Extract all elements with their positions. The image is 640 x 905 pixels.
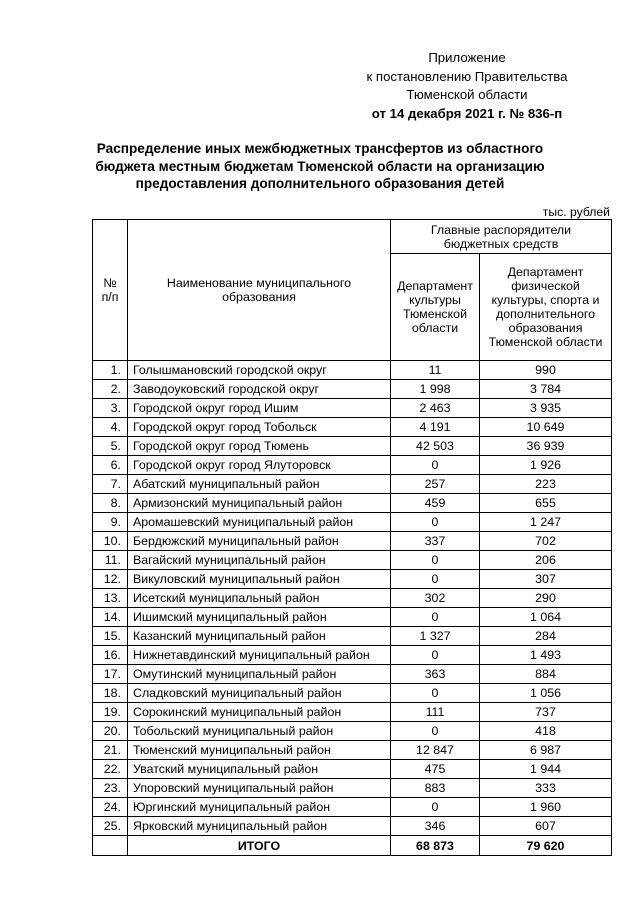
region-line: Тюменской области [406, 87, 528, 102]
table-row [93, 798, 612, 817]
culture-dept-value: 346 [391, 817, 480, 836]
culture-dept-value: 459 [391, 494, 480, 513]
row-number: 11. [93, 551, 128, 570]
sport-dept-value: 307 [480, 570, 612, 589]
row-number: 16. [93, 646, 128, 665]
row-number: 10. [93, 532, 128, 551]
municipality-name: Ишимский муниципальный район [128, 608, 391, 627]
total-label: ИТОГО [128, 836, 391, 856]
row-number: 19. [93, 703, 128, 722]
municipality-name: Исетский муниципальный район [128, 589, 391, 608]
row-number: 5. [93, 437, 128, 456]
culture-dept-value: 0 [391, 684, 480, 703]
culture-dept-value: 0 [391, 551, 480, 570]
municipality-name: Тюменский муниципальный район [128, 741, 391, 760]
table-row [93, 665, 612, 684]
culture-dept-value: 883 [391, 779, 480, 798]
municipality-name: Сорокинский муниципальный район [128, 703, 391, 722]
table-row [93, 608, 612, 627]
culture-dept-value: 363 [391, 665, 480, 684]
municipality-name: Омутинский муниципальный район [128, 665, 391, 684]
table-row [93, 551, 612, 570]
municipality-name: Юргинский муниципальный район [128, 798, 391, 817]
municipality-name: Тобольский муниципальный район [128, 722, 391, 741]
total-sport-value: 79 620 [480, 836, 612, 856]
decree-date-line: от 14 декабря 2021 г. № 836-п [371, 105, 563, 121]
page-title: Распределение иных межбюджетных трансфертов из областного бюджета местным бюджетам Тюменской области на организацию предоставления дополнительного образования детей [95, 141, 545, 191]
sport-dept-value: 284 [480, 627, 612, 646]
culture-dept-value: 0 [391, 722, 480, 741]
municipality-name: Сладковский муниципальный район [128, 684, 391, 703]
table-row [93, 741, 612, 760]
sport-dept-value: 1 064 [480, 608, 612, 627]
col-name-header: Наименование муниципального образования [128, 220, 391, 361]
municipality-name: Городской округ город Ишим [128, 399, 391, 418]
table-row [93, 570, 612, 589]
culture-dept-value: 0 [391, 570, 480, 589]
culture-dept-value: 12 847 [391, 741, 480, 760]
decree-ref-line: к постановлению Правительства [366, 68, 568, 84]
table-row [93, 722, 612, 741]
sport-dept-value: 10 649 [480, 418, 612, 437]
row-number: 8. [93, 494, 128, 513]
culture-dept-value: 2 463 [391, 399, 480, 418]
sport-dept-value: 737 [480, 703, 612, 722]
culture-dept-value: 0 [391, 608, 480, 627]
municipality-name: Упоровский муниципальный район [128, 779, 391, 798]
sport-dept-value: 990 [480, 361, 612, 380]
row-number: 1. [93, 361, 128, 380]
appendix-line: Приложение [428, 50, 506, 65]
table-row [93, 513, 612, 532]
row-number: 4. [93, 418, 128, 437]
sport-dept-value: 333 [480, 779, 612, 798]
row-number: 9. [93, 513, 128, 532]
culture-dept-value: 0 [391, 513, 480, 532]
sport-dept-value: 1 926 [480, 456, 612, 475]
row-number: 2. [93, 380, 128, 399]
sport-dept-value: 36 939 [480, 437, 612, 456]
sport-dept-value: 1 247 [480, 513, 612, 532]
sport-dept-value: 3 784 [480, 380, 612, 399]
table-row [93, 760, 612, 779]
culture-dept-value: 11 [391, 361, 480, 380]
municipality-name: Армизонский муниципальный район [128, 494, 391, 513]
sport-dept-value: 1 944 [480, 760, 612, 779]
sport-dept-value: 290 [480, 589, 612, 608]
municipality-name: Бердюжский муниципальный район [128, 532, 391, 551]
row-number: 21. [93, 741, 128, 760]
row-number: 14. [93, 608, 128, 627]
row-number: 3. [93, 399, 128, 418]
sport-dept-value: 418 [480, 722, 612, 741]
table-row [93, 817, 612, 836]
row-number: 25. [93, 817, 128, 836]
sport-dept-value: 6 987 [480, 741, 612, 760]
culture-dept-value: 337 [391, 532, 480, 551]
culture-dept-value: 475 [391, 760, 480, 779]
municipality-name: Голышмановский городской округ [128, 361, 391, 380]
row-number: 23. [93, 779, 128, 798]
culture-dept-value: 0 [391, 456, 480, 475]
row-number: 6. [93, 456, 128, 475]
table-row [93, 475, 612, 494]
municipality-name: Казанский муниципальный район [128, 627, 391, 646]
table-row [93, 779, 612, 798]
row-number: 24. [93, 798, 128, 817]
table-row [93, 399, 612, 418]
culture-dept-value: 0 [391, 798, 480, 817]
row-number: 20. [93, 722, 128, 741]
row-number: 15. [93, 627, 128, 646]
table-row [93, 703, 612, 722]
municipality-name: Вагайский муниципальный район [128, 551, 391, 570]
culture-dept-value: 257 [391, 475, 480, 494]
table-row [93, 418, 612, 437]
row-number: 17. [93, 665, 128, 684]
culture-dept-value: 1 998 [391, 380, 480, 399]
municipality-name: Ярковский муниципальный район [128, 817, 391, 836]
table-row [93, 437, 612, 456]
sport-dept-value: 607 [480, 817, 612, 836]
sport-dept-value: 884 [480, 665, 612, 684]
sport-dept-value: 1 056 [480, 684, 612, 703]
municipality-name: Абатский муниципальный район [128, 475, 391, 494]
sport-dept-value: 223 [480, 475, 612, 494]
table-row [93, 684, 612, 703]
table-row [93, 589, 612, 608]
culture-dept-value: 111 [391, 703, 480, 722]
col-dept2-header: Департамент физической культуры, спорта и дополнительного образования Тюменской области [480, 254, 612, 361]
total-blank-cell [93, 836, 128, 856]
municipality-name: Городской округ город Тобольск [128, 418, 391, 437]
total-row [93, 836, 612, 856]
sport-dept-value: 1 493 [480, 646, 612, 665]
table-row [93, 494, 612, 513]
appendix-header [347, 49, 587, 123]
distribution-table [92, 219, 612, 856]
sport-dept-value: 3 935 [480, 399, 612, 418]
municipality-name: Уватский муниципальный район [128, 760, 391, 779]
municipality-name: Викуловский муниципальный район [128, 570, 391, 589]
table-row [93, 627, 612, 646]
municipality-name: Нижнетавдинский муниципальный район [128, 646, 391, 665]
sport-dept-value: 206 [480, 551, 612, 570]
row-number: 22. [93, 760, 128, 779]
culture-dept-value: 1 327 [391, 627, 480, 646]
sport-dept-value: 702 [480, 532, 612, 551]
col-dept1-header: Департамент культуры Тюменской области [391, 254, 480, 361]
table-row [93, 532, 612, 551]
row-number: 7. [93, 475, 128, 494]
total-culture-value: 68 873 [391, 836, 480, 856]
col-num-header: № п/п [93, 220, 128, 361]
row-number: 13. [93, 589, 128, 608]
col-group-header: Главные распорядители бюджетных средств [391, 220, 612, 254]
municipality-name: Городской округ город Тюмень [128, 437, 391, 456]
table-row [93, 380, 612, 399]
sport-dept-value: 1 960 [480, 798, 612, 817]
municipality-name: Аромашевский муниципальный район [128, 513, 391, 532]
municipality-name: Заводоуковский городской округ [128, 380, 391, 399]
units-label: тыс. рублей [542, 205, 610, 219]
sport-dept-value: 655 [480, 494, 612, 513]
header-row [93, 220, 612, 254]
culture-dept-value: 0 [391, 646, 480, 665]
row-number: 18. [93, 684, 128, 703]
culture-dept-value: 4 191 [391, 418, 480, 437]
municipality-name: Городской округ город Ялуторовск [128, 456, 391, 475]
culture-dept-value: 302 [391, 589, 480, 608]
table-row [93, 646, 612, 665]
row-number: 12. [93, 570, 128, 589]
table-row [93, 456, 612, 475]
culture-dept-value: 42 503 [391, 437, 480, 456]
table-row [93, 361, 612, 380]
